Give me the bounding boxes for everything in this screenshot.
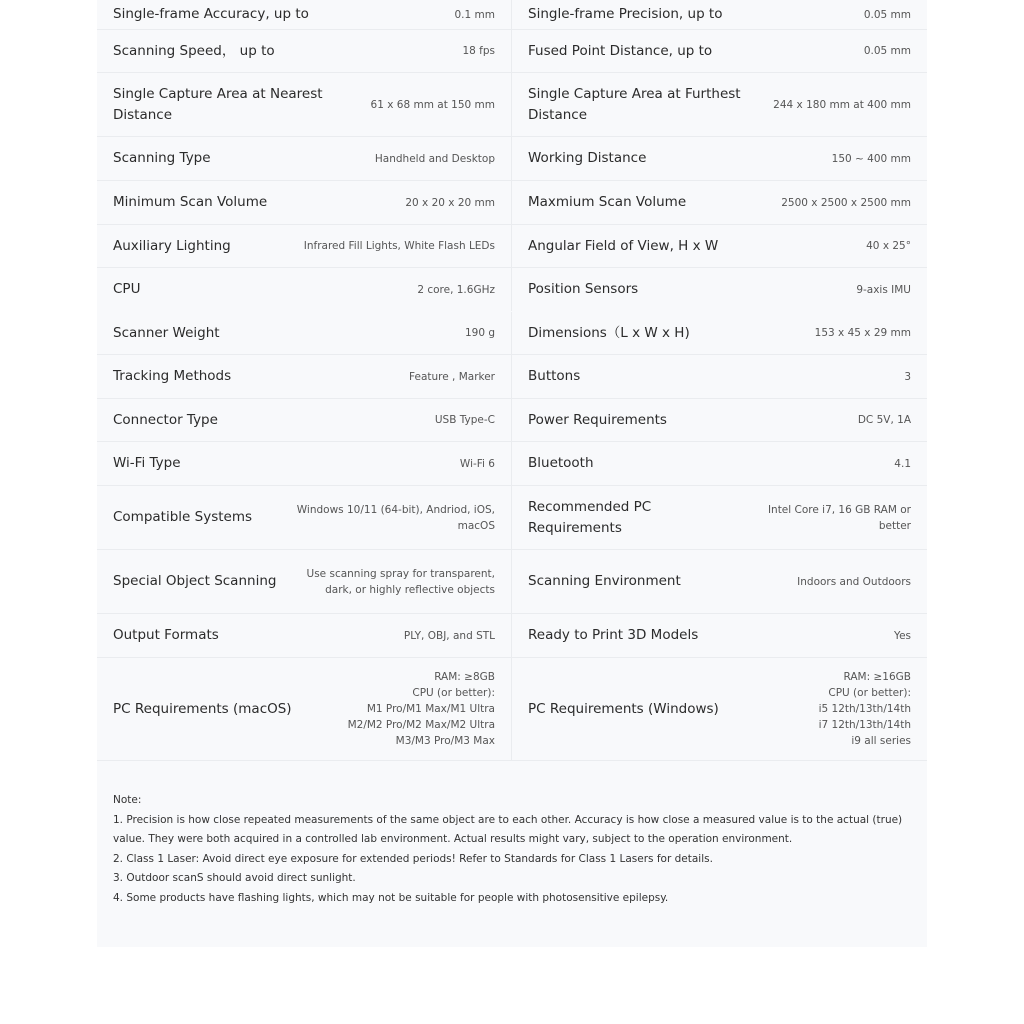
spec-value: 244 x 180 mm at 400 mm — [773, 98, 911, 111]
spec-value: Infrared Fill Lights, White Flash LEDs — [303, 240, 495, 252]
spec-cell — [97, 550, 512, 613]
spec-cell — [512, 550, 927, 613]
spec-label: Compatible Systems — [113, 509, 253, 525]
spec-cell — [512, 658, 927, 760]
spec-cell — [512, 312, 927, 354]
spec-label: Tracking Methods — [113, 368, 232, 384]
specs-table — [97, 0, 927, 947]
spec-cell — [97, 30, 512, 72]
spec-cell — [97, 658, 512, 760]
spec-value: 40 x 25° — [866, 240, 911, 252]
spec-label: Position Sensors — [528, 281, 639, 297]
spec-row — [97, 225, 927, 268]
spec-row — [97, 550, 927, 614]
spec-row — [97, 658, 927, 761]
spec-row — [97, 442, 927, 486]
spec-cell — [97, 614, 512, 657]
spec-cell — [97, 355, 512, 398]
spec-label: Scanning Environment — [528, 573, 681, 589]
spec-row — [97, 614, 927, 658]
spec-row — [97, 312, 927, 355]
spec-cell — [512, 442, 927, 485]
spec-cell — [97, 137, 512, 180]
spec-value: 18 fps — [462, 45, 495, 57]
spec-value: RAM: ≥16GB CPU (or better): i5 12th/13th/14th i7 12th/13th/14th i9 all series — [818, 671, 911, 747]
spec-label: Connector Type — [113, 411, 218, 428]
note-line: 3. Outdoor scanS should avoid direct sunlight. — [113, 872, 356, 884]
spec-label: Angular Field of View, H x W — [528, 237, 719, 254]
spec-cell — [512, 181, 927, 224]
spec-label: Dimensions（L x W x H) — [528, 324, 690, 341]
spec-label: Buttons — [528, 368, 581, 384]
spec-cell — [512, 486, 927, 549]
spec-value: RAM: ≥8GB CPU (or better): M1 Pro/M1 Max/M1 Ultra M2/M2 Pro/M2 Max/M2 Ultra M3/M3 Pro/M3 Max — [347, 671, 495, 747]
spec-value: Wi-Fi 6 — [459, 457, 495, 470]
spec-cell — [97, 225, 512, 267]
spec-value: 4.1 — [894, 457, 911, 470]
spec-label: Working Distance — [528, 150, 647, 166]
spec-label: Power Requirements — [528, 411, 667, 428]
spec-label: Minimum Scan Volume — [113, 194, 268, 210]
spec-value: Handheld and Desktop — [374, 152, 495, 165]
spec-row — [97, 268, 927, 312]
spec-label: PC Requirements (macOS) — [113, 700, 292, 717]
spec-value: 153 x 45 x 29 mm — [814, 327, 911, 339]
note-line: 1. Precision is how close repeated measurements of the same object are to each other. Accuracy is how close a measured value is to the actual (true) value. They were both acquired in a controlled lab environment. Actual results might vary, subject to the operation environment. — [113, 813, 903, 845]
spec-value: Yes — [894, 629, 911, 642]
spec-label: Ready to Print 3D Models — [528, 627, 699, 643]
spec-value: Intel Core i7, 16 GB RAM or better — [767, 503, 911, 532]
spec-label: Scanning Speed， up to — [113, 42, 275, 59]
spec-row — [97, 30, 927, 73]
spec-label: Single Capture Area at Furthest Distance — [528, 85, 741, 123]
note-line: 4. Some products have flashing lights, which may not be suitable for people with photosensitive epilepsy. — [113, 891, 669, 904]
spec-cell — [97, 399, 512, 441]
spec-value: 190 g — [464, 327, 495, 339]
spec-label: Single Capture Area at Nearest Distance — [113, 85, 323, 123]
spec-value: 150 ~ 400 mm — [831, 152, 911, 165]
spec-cell — [97, 486, 512, 549]
spec-cell — [512, 399, 927, 441]
spec-cell — [512, 0, 927, 29]
spec-label: Single-frame Accuracy, up to — [113, 6, 309, 22]
spec-label: Wi-Fi Type — [113, 455, 181, 471]
spec-label: Scanner Weight — [113, 324, 220, 341]
spec-value: 0.1 mm — [454, 8, 495, 21]
spec-cell — [97, 73, 512, 136]
spec-label: Output Formats — [113, 627, 219, 643]
spec-cell — [97, 312, 512, 354]
note-title: Note: — [113, 794, 142, 806]
notes-section — [97, 761, 927, 947]
spec-value: USB Type-C — [434, 414, 495, 426]
spec-row — [97, 181, 927, 225]
spec-value: 20 x 20 x 20 mm — [405, 196, 495, 209]
spec-label: Single-frame Precision, up to — [528, 6, 723, 22]
spec-cell — [97, 181, 512, 224]
spec-value: 9-axis IMU — [856, 283, 911, 296]
spec-value: 2 core, 1.6GHz — [417, 283, 495, 296]
spec-row — [97, 137, 927, 181]
spec-cell — [512, 225, 927, 267]
spec-row — [97, 399, 927, 442]
spec-value: 0.05 mm — [863, 8, 911, 21]
spec-label: Fused Point Distance, up to — [528, 42, 713, 59]
spec-value: PLY, OBJ, and STL — [403, 629, 495, 642]
spec-cell — [512, 137, 927, 180]
spec-label: CPU — [113, 281, 141, 297]
note-line: 2. Class 1 Laser: Avoid direct eye exposure for extended periods! Refer to Standards for Class 1 Lasers for details. — [113, 852, 713, 865]
spec-row — [97, 73, 927, 137]
spec-row — [97, 486, 927, 550]
spec-row — [97, 355, 927, 399]
spec-value: Windows 10/11 (64-bit), Andriod, iOS, macOS — [296, 503, 495, 532]
spec-label: Maxmium Scan Volume — [528, 194, 687, 210]
spec-value: 3 — [904, 370, 911, 383]
spec-label: Recommended PC Requirements — [528, 498, 652, 536]
spec-value: Feature , Marker — [409, 370, 495, 383]
spec-cell — [512, 614, 927, 657]
spec-cell — [97, 442, 512, 485]
spec-row — [97, 0, 927, 30]
spec-value: Indoors and Outdoors — [797, 575, 911, 588]
spec-value: 61 x 68 mm at 150 mm — [370, 98, 495, 111]
spec-cell — [512, 268, 927, 311]
spec-label: Scanning Type — [113, 150, 211, 166]
spec-label: Auxiliary Lighting — [113, 237, 231, 254]
spec-label: PC Requirements (Windows) — [528, 700, 719, 717]
spec-cell — [97, 268, 512, 311]
spec-label: Special Object Scanning — [113, 573, 277, 589]
spec-value: Use scanning spray for transparent, dark, or highly reflective objects — [306, 567, 495, 596]
spec-cell — [97, 0, 512, 29]
spec-value: 2500 x 2500 x 2500 mm — [781, 196, 911, 209]
spec-label: Bluetooth — [528, 455, 594, 471]
spec-value: 0.05 mm — [863, 45, 911, 57]
spec-cell — [512, 30, 927, 72]
spec-cell — [512, 73, 927, 136]
spec-cell — [512, 355, 927, 398]
spec-value: DC 5V, 1A — [857, 414, 911, 426]
